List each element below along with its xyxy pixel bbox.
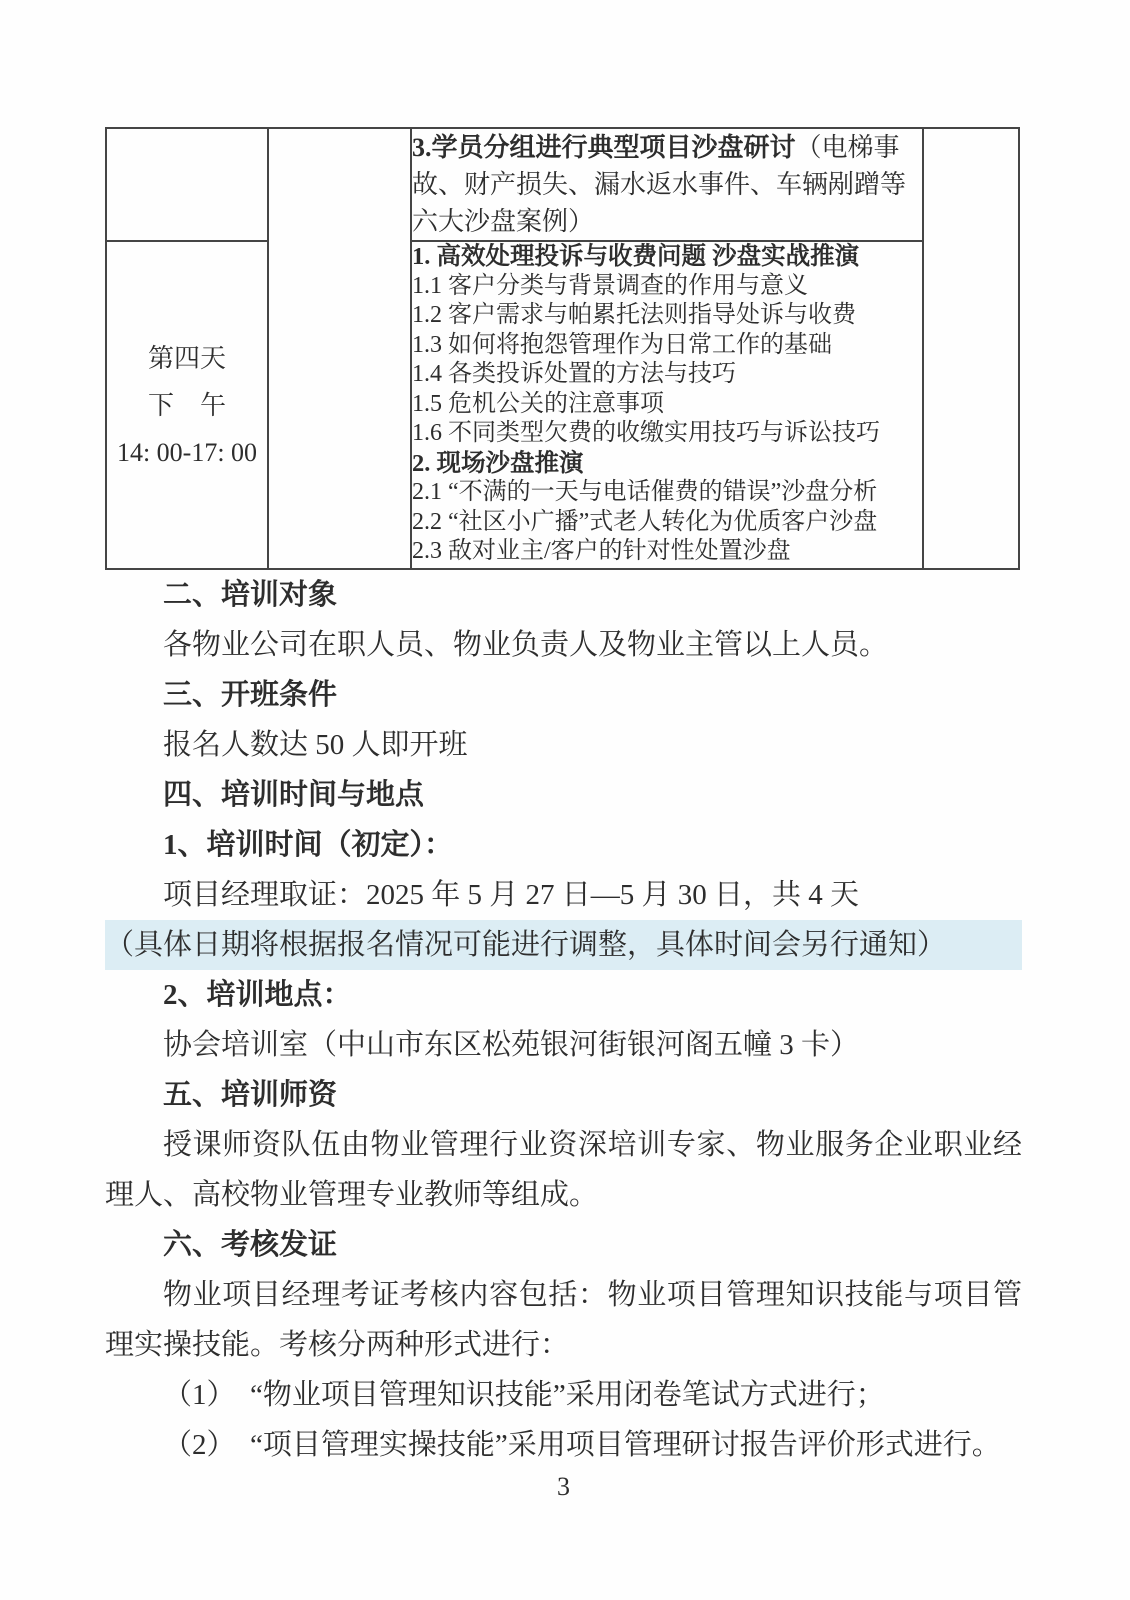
training-targets-text: 各物业公司在职人员、物业负责人及物业主管以上人员。 [163, 629, 889, 661]
table-row [106, 241, 1019, 569]
session-content-cell [411, 241, 923, 569]
time-range-label: 14: 00-17: 00 [116, 437, 258, 467]
time-cell [106, 241, 268, 569]
schedule-line: 1.1 客户分类与背景调查的作用与意义 [412, 272, 808, 299]
subheading-training-place: 2、培训地点： [163, 979, 352, 1011]
schedule-line: 1.4 各类投诉处置的方法与技巧 [412, 361, 736, 387]
session-content-cell [411, 128, 923, 241]
section-heading-time-place: 四、培训时间与地点 [163, 779, 425, 811]
table-row [106, 128, 1019, 241]
period-label: 下 午 [147, 390, 226, 420]
schedule-table [105, 127, 1020, 570]
schedule-line: 2.3 敌对业主/客户的针对性处置沙盘 [412, 538, 791, 564]
merged-empty-cell [268, 128, 411, 569]
training-time-note: （具体日期将根据报名情况可能进行调整，具体时间会另行通知） [105, 920, 1022, 970]
section-heading-assessment: 六、考核发证 [163, 1229, 338, 1261]
schedule-line: 1. 高效处理投诉与收费问题 沙盘实战推演 [412, 243, 860, 270]
subheading-training-time: 1、培训时间（初定）： [163, 829, 454, 861]
section-heading-training-targets: 二、培训对象 [163, 579, 338, 611]
session-title: 3.学员分组进行典型项目沙盘研讨 [412, 133, 796, 162]
time-cell-empty [106, 128, 268, 241]
document-body [105, 570, 1022, 1504]
trainers-text: 授课师资队伍由物业管理行业资深培训专家、物业服务企业职业经理人、高校物业管理专业教师等组成。 [105, 1129, 1022, 1211]
schedule-line: 1.5 危机公关的注意事项 [412, 390, 664, 417]
schedule-line: 2.1 “不满的一天与电话催费的错误”沙盘分析 [412, 479, 878, 505]
section-heading-trainers: 五、培训师资 [163, 1079, 338, 1111]
training-place-text: 协会培训室（中山市东区松苑银河街银河阁五幢 3 卡） [163, 1029, 860, 1061]
day-label: 第四天 [147, 343, 226, 373]
schedule-line: 1.6 不同类型欠费的收缴实用技巧与诉讼技巧 [412, 420, 880, 446]
schedule-line: 1.3 如何将抱怨管理作为日常工作的基础 [412, 331, 832, 358]
section-heading-class-condition: 三、开班条件 [163, 679, 338, 711]
assessment-item-2: （2） “项目管理实操技能”采用项目管理研讨报告评价形式进行。 [163, 1429, 1001, 1461]
session-title-detail: （电梯事故、财产损失、漏水返水事件、车辆剐蹭等六大沙盘案例） [412, 133, 907, 236]
schedule-line: 1.2 客户需求与帕累托法则指导处诉与收费 [412, 302, 856, 328]
merged-empty-cell-right [923, 128, 1019, 569]
class-condition-text: 报名人数达 50 人即开班 [163, 729, 468, 761]
assessment-intro-text: 物业项目经理考证考核内容包括：物业项目管理知识技能与项目管理实操技能。考核分两种形式进行： [105, 1279, 1022, 1361]
assessment-item-1: （1） “物业项目管理知识技能”采用闭卷笔试方式进行； [163, 1379, 885, 1411]
page-number: 3 [557, 1472, 570, 1501]
schedule-line: 2.2 “社区小广播”式老人转化为优质客户沙盘 [412, 508, 878, 535]
training-time-text: 项目经理取证：2025 年 5 月 27 日—5 月 30 日，共 4 天 [163, 879, 860, 911]
schedule-line: 2. 现场沙盘推演 [412, 449, 584, 477]
